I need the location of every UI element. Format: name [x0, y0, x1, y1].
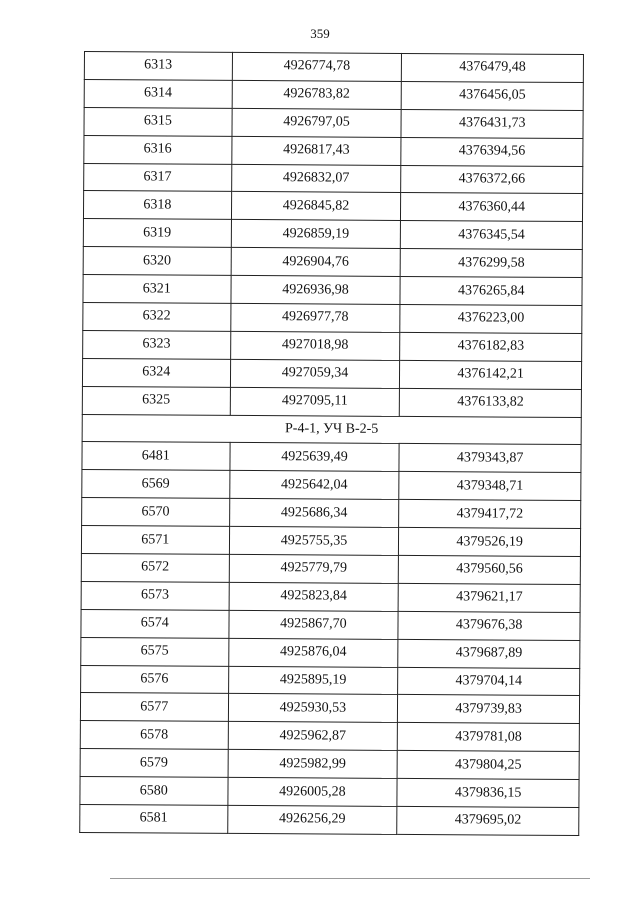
- point-number-cell: 6577: [80, 693, 228, 722]
- y-coordinate-cell: 4376372,66: [401, 165, 583, 194]
- table-row: [82, 442, 581, 473]
- point-number-cell: 6569: [82, 470, 230, 499]
- y-coordinate-cell: 4379417,72: [399, 500, 581, 529]
- coordinates-table: [79, 51, 584, 836]
- x-coordinate-cell: 4926005,28: [227, 778, 397, 807]
- table-row: [81, 665, 580, 696]
- bottom-rule: [110, 878, 590, 879]
- y-coordinate-cell: 4379621,17: [398, 583, 580, 612]
- y-coordinate-cell: 4376133,82: [400, 388, 582, 417]
- y-coordinate-cell: 4379739,83: [398, 695, 580, 724]
- y-coordinate-cell: 4376265,84: [400, 277, 582, 306]
- table-row: [81, 554, 580, 585]
- point-number-cell: 6571: [81, 526, 229, 555]
- table-row: [83, 247, 582, 278]
- x-coordinate-cell: 4926845,82: [231, 192, 401, 221]
- point-number-cell: 6575: [81, 637, 229, 666]
- y-coordinate-cell: 4379343,87: [399, 444, 581, 473]
- x-coordinate-cell: 4926256,29: [227, 805, 397, 834]
- x-coordinate-cell: 4925686,34: [229, 499, 399, 528]
- y-coordinate-cell: 4376431,73: [401, 109, 583, 138]
- y-coordinate-cell: 4379348,71: [399, 472, 581, 501]
- x-coordinate-cell: 4926797,05: [232, 108, 402, 137]
- table-row: [82, 358, 581, 389]
- table-row: [84, 52, 583, 83]
- y-coordinate-cell: 4376394,56: [401, 137, 583, 166]
- table-row: [80, 777, 579, 808]
- y-coordinate-cell: 4379560,56: [399, 555, 581, 584]
- x-coordinate-cell: 4925867,70: [228, 610, 398, 639]
- table-row: [84, 135, 583, 166]
- point-number-cell: 6313: [84, 52, 232, 81]
- x-coordinate-cell: 4925755,35: [229, 527, 399, 556]
- table-row: [80, 721, 579, 752]
- point-number-cell: 6324: [82, 358, 230, 387]
- table-row: [81, 637, 580, 668]
- y-coordinate-cell: 4376479,48: [402, 53, 584, 82]
- table-row: [84, 163, 583, 194]
- x-coordinate-cell: 4925930,53: [228, 694, 398, 723]
- point-number-cell: 6481: [82, 442, 230, 471]
- table-row: [83, 330, 582, 361]
- x-coordinate-cell: 4926977,78: [230, 303, 400, 332]
- x-coordinate-cell: 4926774,78: [232, 52, 402, 81]
- y-coordinate-cell: 4376345,54: [401, 221, 583, 250]
- point-number-cell: 6572: [81, 554, 229, 583]
- table-row: [83, 219, 582, 250]
- table-row: [83, 303, 582, 334]
- table-row: [81, 609, 580, 640]
- point-number-cell: 6579: [80, 749, 228, 778]
- point-number-cell: 6315: [84, 107, 232, 136]
- point-number-cell: 6317: [84, 163, 232, 192]
- table-row: [82, 498, 581, 529]
- table-body: [80, 52, 584, 836]
- x-coordinate-cell: 4925895,19: [228, 666, 398, 695]
- x-coordinate-cell: 4927018,98: [230, 331, 400, 360]
- table-row: [84, 79, 583, 110]
- x-coordinate-cell: 4927059,34: [230, 359, 400, 388]
- y-coordinate-cell: 4376299,58: [400, 249, 582, 278]
- point-number-cell: 6322: [83, 303, 231, 332]
- x-coordinate-cell: 4926904,76: [231, 248, 401, 277]
- x-coordinate-cell: 4925876,04: [228, 638, 398, 667]
- point-number-cell: 6574: [81, 609, 229, 638]
- y-coordinate-cell: 4379695,02: [397, 806, 579, 835]
- y-coordinate-cell: 4379781,08: [398, 723, 580, 752]
- table-row: [82, 470, 581, 501]
- y-coordinate-cell: 4376142,21: [400, 360, 582, 389]
- x-coordinate-cell: 4926832,07: [231, 164, 401, 193]
- table-row: [80, 749, 579, 780]
- y-coordinate-cell: 4376223,00: [400, 304, 582, 333]
- section-label: Р-4-1, УЧ В-2-5: [82, 414, 581, 445]
- y-coordinate-cell: 4376456,05: [401, 81, 583, 110]
- y-coordinate-cell: 4376182,83: [400, 332, 582, 361]
- y-coordinate-cell: 4379804,25: [397, 751, 579, 780]
- y-coordinate-cell: 4379836,15: [397, 779, 579, 808]
- point-number-cell: 6321: [83, 275, 231, 304]
- x-coordinate-cell: 4925779,79: [229, 554, 399, 583]
- point-number-cell: 6318: [83, 191, 231, 220]
- point-number-cell: 6570: [82, 498, 230, 527]
- table-row: [81, 526, 580, 557]
- x-coordinate-cell: 4926817,43: [231, 136, 401, 165]
- y-coordinate-cell: 4379687,89: [398, 639, 580, 668]
- x-coordinate-cell: 4926936,98: [231, 276, 401, 305]
- x-coordinate-cell: 4925962,87: [228, 722, 398, 751]
- point-number-cell: 6580: [80, 777, 228, 806]
- point-number-cell: 6581: [80, 805, 228, 834]
- x-coordinate-cell: 4925639,49: [230, 443, 400, 472]
- table-row: [80, 693, 579, 724]
- table-row: [83, 275, 582, 306]
- point-number-cell: 6316: [84, 135, 232, 164]
- table-row: [80, 805, 579, 836]
- y-coordinate-cell: 4376360,44: [401, 193, 583, 222]
- point-number-cell: 6320: [83, 247, 231, 276]
- y-coordinate-cell: 4379704,14: [398, 667, 580, 696]
- x-coordinate-cell: 4927095,11: [230, 387, 400, 416]
- table-row: [82, 386, 581, 417]
- x-coordinate-cell: 4925823,84: [229, 582, 399, 611]
- point-number-cell: 6325: [82, 386, 230, 415]
- point-number-cell: 6314: [84, 79, 232, 108]
- point-number-cell: 6578: [80, 721, 228, 750]
- x-coordinate-cell: 4926783,82: [232, 80, 402, 109]
- x-coordinate-cell: 4925642,04: [229, 471, 399, 500]
- table-row: [83, 191, 582, 222]
- x-coordinate-cell: 4925982,99: [228, 750, 398, 779]
- point-number-cell: 6573: [81, 581, 229, 610]
- x-coordinate-cell: 4926859,19: [231, 220, 401, 249]
- point-number-cell: 6576: [81, 665, 229, 694]
- y-coordinate-cell: 4379676,38: [398, 611, 580, 640]
- table-row: [81, 581, 580, 612]
- section-header-row: [82, 414, 581, 445]
- y-coordinate-cell: 4379526,19: [399, 528, 581, 557]
- page-number: 359: [310, 26, 330, 41]
- point-number-cell: 6323: [83, 330, 231, 359]
- table-row: [84, 107, 583, 138]
- point-number-cell: 6319: [83, 219, 231, 248]
